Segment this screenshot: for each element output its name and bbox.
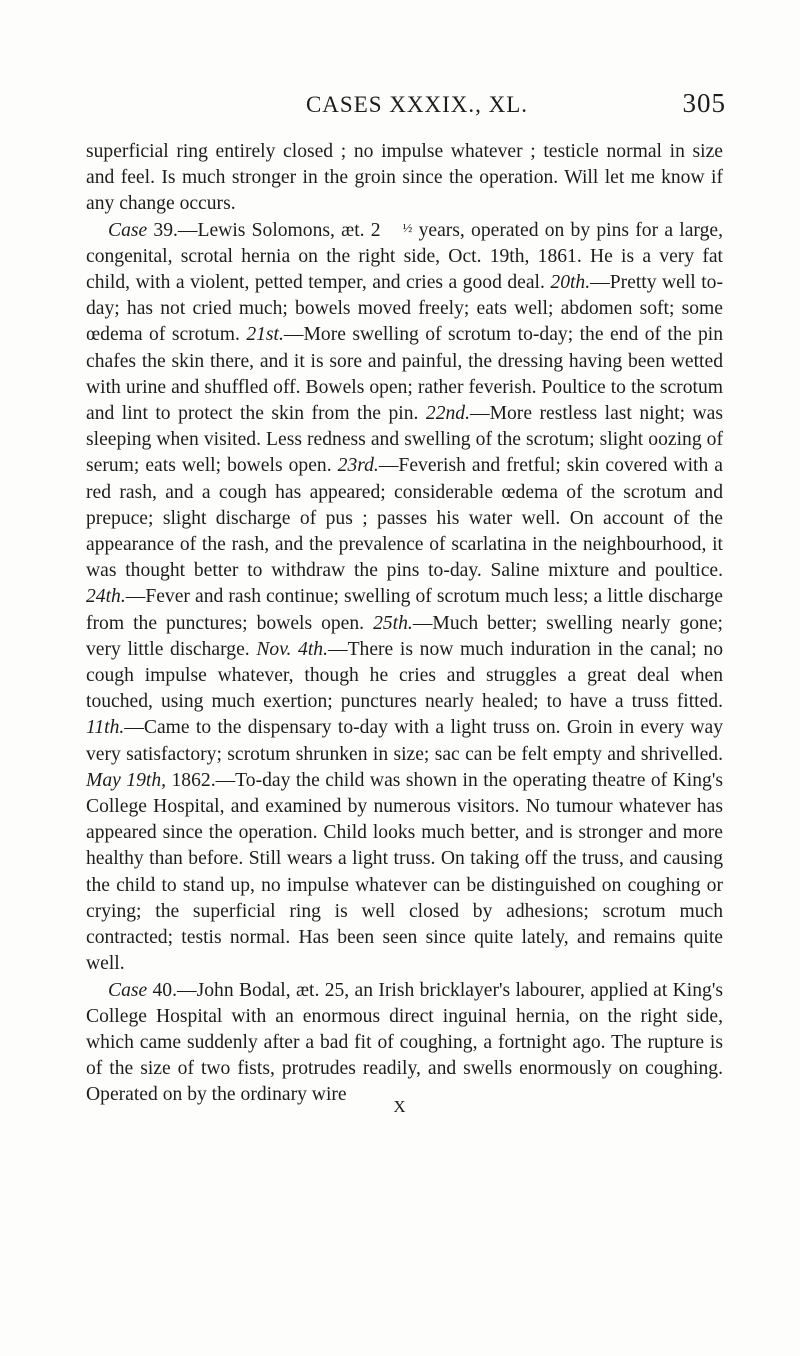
text-run: 1862.—To-day the child was shown in the operating theatre of King's College Hospital, and examined by numerous visitors. No tumour whatever has appeared since the operation. Child looks much better, and is stronger and more healthy than before. Still wears a light truss. On taking off the truss, and causing the child to stand up, no impulse whatever can be distinguished on coughing or crying; the superficial ring is well closed by adhesions; scrotum much contracted; testis normal. Has been seen since quite lately, and remains quite well. — [86, 769, 723, 975]
italic-text: May 19th, — [86, 769, 167, 791]
italic-text: 20th. — [550, 272, 591, 294]
text-run: —Fever and rash continue; swelling of scrotum much less; a little discharge from the punctures; bowels open. — [86, 586, 723, 634]
running-header — [108, 88, 726, 124]
text-run: superficial ring entirely closed ; no impulse whatever ; testicle normal in size and feel. Is much stronger in the groin since the operation. Will let me know if any change occurs. — [86, 141, 723, 215]
italic-text: 24th. — [86, 586, 126, 608]
case-paragraph — [86, 218, 723, 978]
paragraph — [86, 139, 723, 218]
text-run: —More swelling of scrotum to-day; the end of the pin chafes the skin there, and it is sore and painful, the dressing having been wetted with urine and shuffled off. Bowels open; rather feverish. Poultice to the scrotum and lint to protect the skin from the pin. — [86, 324, 723, 425]
signature-mark: X — [393, 1097, 407, 1116]
text-run: —Pretty well to-day; has not cried much; bowels moved freely; eats well; abdomen soft; some œdema of scrotum. — [86, 272, 723, 346]
text-run: 40.—John Bodal, æt. 25, an Irish bricklayer's labourer, applied at King's College Hospital with an enormous direct inguinal hernia, on the right side, which came suddenly after a bad fit of coughing, a fortnight ago. The rupture is of the size of two fists, protrudes readily, and swells enormously on coughing. Operated on by the ordinary wire — [86, 979, 723, 1106]
italic-text: 23rd. — [337, 455, 379, 477]
italic-text: Case — [108, 219, 148, 241]
text-run: —Came to the dispensary to-day with a light truss on. Groin in every way very satisfactory; scrotum shrunken in size; sac can be felt empty and shrivelled. — [86, 717, 723, 765]
italic-text: 11th. — [86, 717, 125, 739]
page-number: 305 — [682, 88, 726, 118]
italic-text: 22nd. — [425, 403, 470, 425]
italic-text: Nov. 4th. — [256, 638, 328, 660]
text-run: 39.—Lewis Solomons, æt. 2 — [147, 219, 381, 241]
italic-text: Case — [108, 979, 148, 1001]
running-title: CASES XXXIX., XL. — [305, 92, 529, 117]
text-run: years, operated on by pins for a large, congenital, scrotal hernia on the right side, Oct. 19th, 1861. He is a very fat child, with a violent, petted temper, and cries a good deal. — [86, 219, 723, 294]
text-run: —Much better; swelling nearly gone; very little discharge. — [86, 612, 723, 660]
italic-text: 25th. — [373, 612, 413, 634]
italic-text: 21st. — [246, 324, 284, 346]
text-run: —There is now much induration in the canal; no cough impulse whatever, though he cries and struggles a great deal when touched, using much exertion; punctures nearly healed; to have a truss fitted. — [86, 638, 723, 713]
case-paragraph — [86, 978, 723, 1109]
text-run: —Feverish and fretful; skin covered with a red rash, and a cough has appeared; considerable œdema of the scrotum and prepuce; slight discharge of pus ; passes his water well. On account of the appearance of the rash, and the prevalence of scarlatina in the neighbourhood, it was thought better to withdraw the pins to-day. Saline mixture and poultice. — [86, 455, 723, 582]
body-text — [86, 139, 723, 1109]
text-run: —More restless last night; was sleeping when visited. Less redness and swelling of the scrotum; slight oozing of serum; eats well; bowels open. — [86, 403, 723, 477]
fraction: ½ — [402, 219, 413, 235]
